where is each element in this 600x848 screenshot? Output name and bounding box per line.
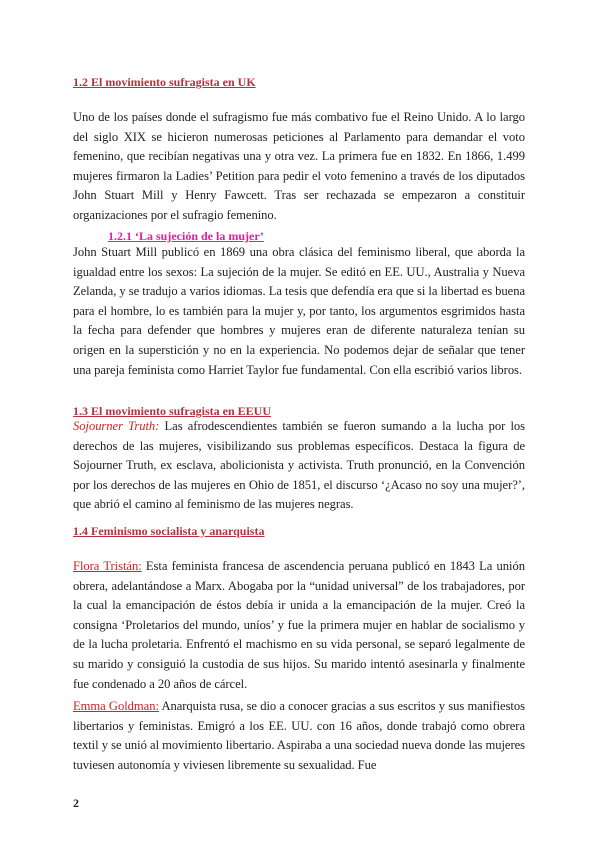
paragraph-eeuu [73, 417, 525, 515]
heading-socialista: 1.4 Feminismo socialista y anarquista [73, 524, 265, 538]
lead-sojourner-truth: Sojourner Truth: [73, 419, 160, 433]
heading-sujecion: 1.2.1 ‘La sujeción de la mujer’ [108, 229, 264, 243]
paragraph-sujecion: John Stuart Mill publicó en 1869 una obra clásica del feminismo liberal, que aborda la igualdad entre los sexos: La sujeción de la mujer. Se editó en EE. UU., Australia y Nueva Zelanda, y se tradujo a varios idiomas. La tesis que defendía era que si la libertad es buena para el hombre, lo es también para la mujer y, por tanto, los argumentos esgrimidos hasta la fecha para defender que hombres y mujeres eran de diferente naturaleza tenían su origen en la superstición y no en la experiencia. No podemos dejar de señalar que tener una pareja feminista como Harriet Taylor fue fundamental. Con ella escribió varios libros. [73, 245, 525, 377]
heading-eeuu: 1.3 El movimiento sufragista en EEUU [73, 404, 271, 418]
lead-flora-tristan: Flora Tristán: [73, 559, 142, 573]
paragraph-tristan-body: Esta feminista francesa de ascendencia peruana publicó en 1843 La unión obrera, adelantándose a Marx. Abogaba por la “unidad universal” de los trabajadores, por la cual la emancipación de éstos debía ir unida a la emancipación de la mujer. Creó la consigna ‘Proletarios del mundo, uníos’ y fue la primera mujer en hablar de socialismo y de la lucha proletaria. Enfrentó el machismo en su vida personal, se separó legalmente de su marido y consiguió la custodia de sus hijos. Su marido intentó asesinarla y finalmente fue condenado a 20 años de cárcel. [73, 559, 525, 691]
lead-emma-goldman: Emma Goldman: [73, 699, 159, 713]
paragraph-tristan [73, 557, 525, 694]
paragraph-goldman [73, 697, 525, 775]
paragraph-eeuu-body: Las afrodescendientes también se fueron sumando a la lucha por los derechos de las mujeres, visibilizando sus problemas específicos. Destaca la figura de Sojourner Truth, ex esclava, abolicionista y activista. Truth pronunció, en la Convención por los derechos de las mujeres en Ohio de 1851, el discurso ‘¿Acaso no soy una mujer?’, que abrió el camino al feminismo de las mujeres negras. [73, 419, 525, 512]
heading-uk: 1.2 El movimiento sufragista en UK [73, 75, 256, 89]
paragraph-uk: Uno de los países donde el sufragismo fue más combativo fue el Reino Unido. A lo largo del siglo XIX se hicieron numerosas peticiones al Parlamento para demandar el voto femenino, que recibían negativas una y otra vez. La primera fue en 1832. En 1866, 1.499 mujeres firmaron la Ladies’ Petition para pedir el voto femenino a través de los diputados John Stuart Mill y Henry Fawcett. Tras ser rechazada se empezaron a constituir organizaciones por el sufragio femenino. [73, 110, 525, 222]
page-number: 2 [73, 796, 79, 810]
paragraph-goldman-body: Anarquista rusa, se dio a conocer gracias a sus escritos y sus manifiestos libertarios y feministas. Emigró a los EE. UU. con 16 años, donde trabajó como obrera textil y se unió al movimiento libertario. Aspiraba a una sociedad nueva donde las mujeres tuviesen autonomía y viviesen libremente su sexualidad. Fue [73, 699, 525, 772]
